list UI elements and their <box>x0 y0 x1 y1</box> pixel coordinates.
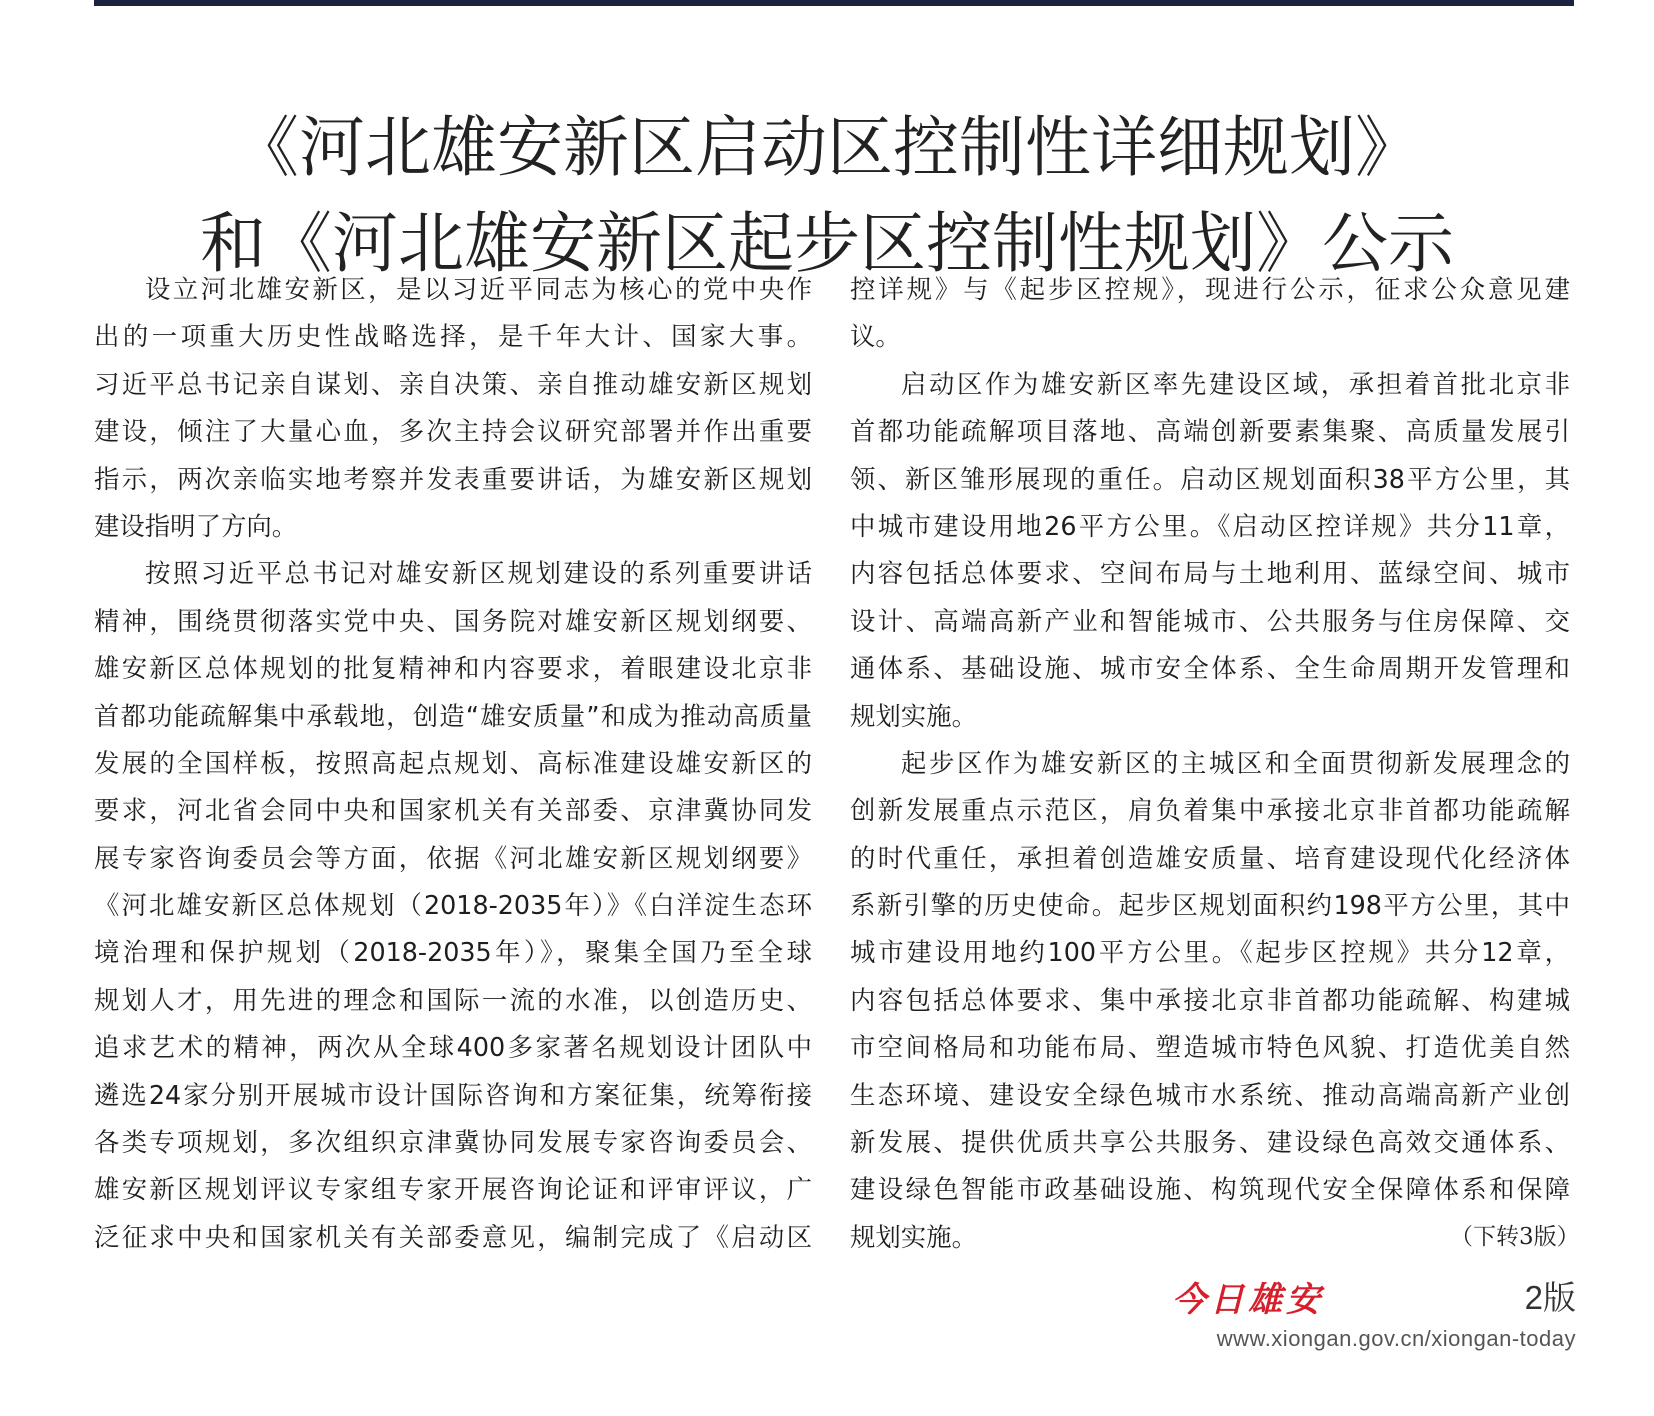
text-line: 首都功能疏解项目落地、高端创新要素集聚、高质量发展引 <box>850 416 1570 447</box>
text-line: 泛征求中央和国家机关有关部委意见，编制完成了《启动区 <box>94 1221 812 1252</box>
text-line: 建设指明了方向。 <box>94 510 298 541</box>
continued-note: （下转3版） <box>1450 1224 1580 1250</box>
top-divider-bar <box>94 0 1574 6</box>
text-line: 习近平总书记亲自谋划、亲自决策、亲自推动雄安新区规划 <box>94 368 812 399</box>
text-line: 首都功能疏解集中承载地，创造“雄安质量”和成为推动高质量 <box>94 700 812 731</box>
text-line: 要求，河北省会同中央和国家机关有关部委、京津冀协同发 <box>94 795 812 826</box>
text-line: 发展的全国样板，按照高起点规划、高标准建设雄安新区的 <box>94 747 812 778</box>
text-line: 内容包括总体要求、集中承接北京非首都功能疏解、构建城 <box>850 984 1570 1015</box>
headline-line-1: 《河北雄安新区启动区控制性详细规划》 <box>233 109 1421 187</box>
text-line: 设立河北雄安新区，是以习近平同志为核心的党中央作 <box>145 274 812 304</box>
text-line: 建设绿色智能市政基础设施、构筑现代安全保障体系和保障 <box>850 1174 1570 1205</box>
text-line: 通体系、基础设施、城市安全体系、全生命周期开发管理和 <box>850 653 1570 684</box>
text-line: 《河北雄安新区总体规划（2018-2035年）》《白洋淀生态环 <box>94 890 812 921</box>
text-line: 城市建设用地约100平方公里。《起步区控规》共分12章， <box>850 937 1570 968</box>
text-line: 起步区作为雄安新区的主城区和全面贯彻新发展理念的 <box>901 747 1570 778</box>
text-line: 启动区作为雄安新区率先建设区域，承担着首批北京非 <box>901 368 1570 399</box>
text-line: 控详规》与《起步区控规》，现进行公示，征求公众意见建 <box>850 274 1570 304</box>
text-line: 雄安新区总体规划的批复精神和内容要求，着眼建设北京非 <box>94 653 812 684</box>
text-line: 遴选24家分别开展城市设计国际咨询和方案征集，统筹衔接 <box>94 1079 812 1110</box>
text-line: 中城市建设用地26平方公里。《启动区控详规》共分11章， <box>850 510 1570 541</box>
page-number: 2版 <box>1524 1279 1576 1316</box>
text-line: 设计、高端高新产业和智能城市、公共服务与住房保障、交 <box>850 605 1570 636</box>
text-line: 精神，围绕贯彻落实党中央、国务院对雄安新区规划纲要、 <box>94 605 812 636</box>
text-line: 的时代重任，承担着创造雄安质量、培育建设现代化经济体 <box>850 842 1570 873</box>
text-line: 追求艺术的精神，两次从全球400多家著名规划设计团队中 <box>94 1032 812 1063</box>
website-url[interactable]: www.xiongan.gov.cn/xiongan-today <box>1216 1326 1576 1351</box>
text-line: 新发展、提供优质共享公共服务、建设绿色高效交通体系、 <box>850 1127 1570 1158</box>
text-line: 各类专项规划，多次组织京津冀协同发展专家咨询委员会、 <box>94 1127 812 1158</box>
text-line: 创新发展重点示范区，肩负着集中承接北京非首都功能疏解 <box>850 795 1570 826</box>
text-line: 出的一项重大历史性战略选择，是千年大计、国家大事。 <box>94 321 812 352</box>
text-line: 议。 <box>850 321 901 352</box>
text-line: 境治理和保护规划（2018-2035年）》，聚集全国乃至全球 <box>94 937 812 968</box>
text-line: 内容包括总体要求、空间布局与土地利用、蓝绿空间、城市 <box>850 558 1570 589</box>
article-left-column <box>94 266 812 1261</box>
newspaper-logo: 今日雄安 <box>1172 1280 1324 1320</box>
text-line: 领、新区雏形展现的重任。启动区规划面积38平方公里，其 <box>850 463 1570 494</box>
text-line: 规划实施。 <box>850 1221 977 1252</box>
text-line: 建设，倾注了大量心血，多次主持会议研究部署并作出重要 <box>94 416 812 447</box>
text-line: 规划人才，用先进的理念和国际一流的水准，以创造历史、 <box>94 984 812 1015</box>
text-line: 市空间格局和功能布局、塑造城市特色风貌、打造优美自然 <box>850 1032 1570 1063</box>
text-line: 生态环境、建设安全绿色城市水系统、推动高端高新产业创 <box>850 1079 1570 1110</box>
text-line: 系新引擎的历史使命。起步区规划面积约198平方公里，其中 <box>850 890 1570 921</box>
headline-line-2: 和《河北雄安新区起步区控制性规划》公示 <box>200 205 1454 283</box>
text-line: 规划实施。 <box>850 700 977 731</box>
text-line: 按照习近平总书记对雄安新区规划建设的系列重要讲话 <box>145 558 812 589</box>
article-right-column <box>850 266 1570 1261</box>
text-line: 雄安新区规划评议专家组专家开展咨询论证和评审评议，广 <box>94 1174 812 1205</box>
text-line: 指示，两次亲临实地考察并发表重要讲话，为雄安新区规划 <box>94 463 812 494</box>
text-line: 展专家咨询委员会等方面，依据《河北雄安新区规划纲要》 <box>94 842 812 873</box>
